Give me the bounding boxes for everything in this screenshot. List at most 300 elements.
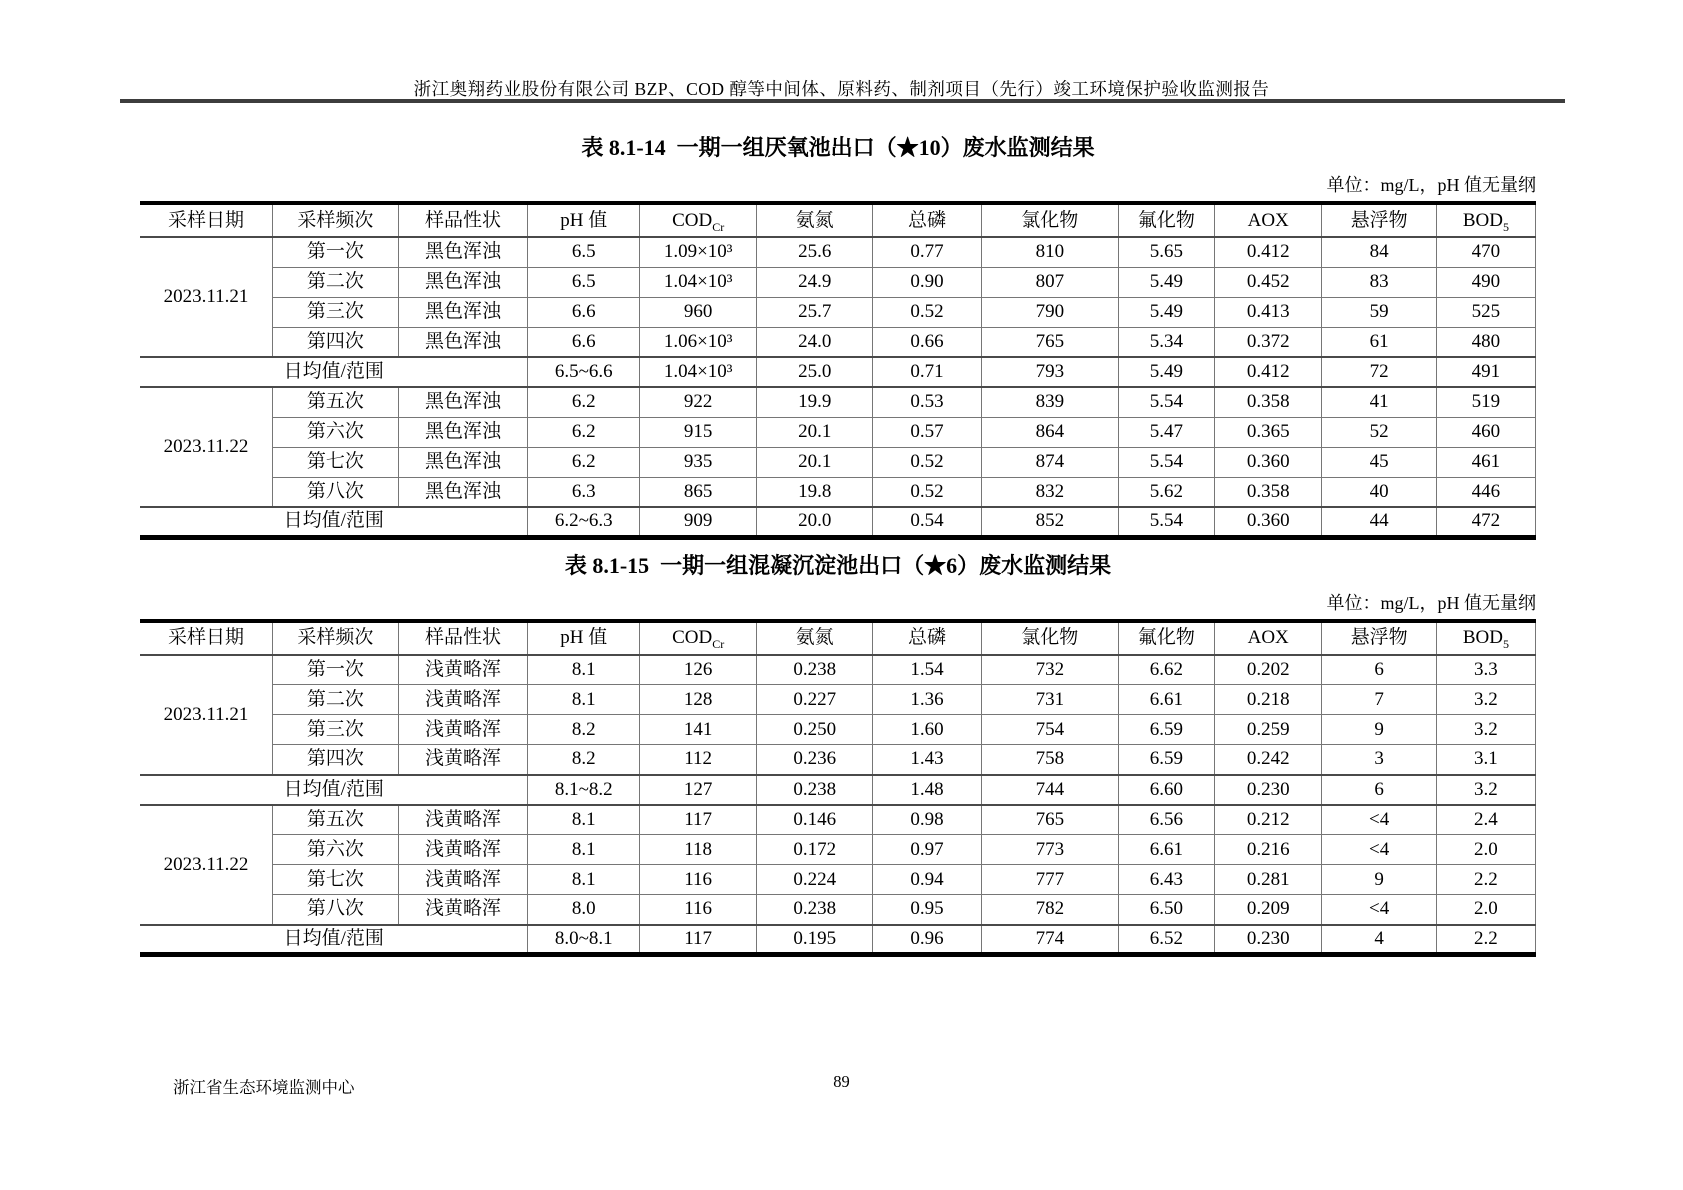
sample-appearance-cell: 浅黄略浑 bbox=[398, 865, 528, 895]
column-header bbox=[398, 203, 528, 237]
value-cell: 9 bbox=[1322, 865, 1436, 895]
daily-average-value-cell: 0.71 bbox=[873, 357, 982, 387]
value-cell: 490 bbox=[1436, 267, 1535, 297]
value-cell: 915 bbox=[640, 417, 757, 447]
daily-average-value-cell: 6.52 bbox=[1118, 925, 1214, 955]
value-cell: 6.56 bbox=[1118, 805, 1214, 835]
value-cell: 6.61 bbox=[1118, 835, 1214, 865]
value-cell: 0.95 bbox=[873, 895, 982, 925]
sample-date-cell: 2023.11.21 bbox=[140, 237, 273, 357]
column-header-label: pH 值 bbox=[560, 209, 608, 231]
column-header bbox=[273, 621, 399, 655]
monitoring-table bbox=[140, 201, 1536, 540]
value-cell: 0.146 bbox=[757, 805, 873, 835]
value-cell: 0.209 bbox=[1214, 895, 1321, 925]
value-cell: 0.90 bbox=[873, 267, 982, 297]
column-header-label: 总磷 bbox=[908, 627, 947, 649]
value-cell: 0.66 bbox=[873, 327, 982, 357]
daily-average-value-cell: 72 bbox=[1322, 357, 1436, 387]
daily-average-value-cell: 0.412 bbox=[1214, 357, 1321, 387]
daily-average-value-cell: 4 bbox=[1322, 925, 1436, 955]
value-cell: <4 bbox=[1322, 835, 1436, 865]
value-cell: 20.1 bbox=[757, 417, 873, 447]
value-cell: 922 bbox=[640, 387, 757, 417]
sample-row bbox=[140, 715, 1536, 745]
daily-average-value-cell: 8.0~8.1 bbox=[528, 925, 640, 955]
sample-frequency-cell: 第一次 bbox=[273, 655, 399, 685]
daily-average-label-cell: 日均值/范围 bbox=[140, 775, 528, 805]
value-cell: 59 bbox=[1322, 297, 1436, 327]
value-cell: 0.281 bbox=[1214, 865, 1321, 895]
monitoring-table-section bbox=[140, 549, 1536, 958]
daily-average-value-cell: 44 bbox=[1322, 507, 1436, 537]
unit-note: 单位：mg/L，pH 值无量纲 bbox=[1326, 592, 1536, 613]
daily-average-label-cell: 日均值/范围 bbox=[140, 925, 528, 955]
column-header bbox=[981, 621, 1118, 655]
column-header-subscript: Cr bbox=[712, 636, 725, 651]
value-cell: 0.238 bbox=[757, 655, 873, 685]
sample-row bbox=[140, 327, 1536, 357]
value-cell: 0.216 bbox=[1214, 835, 1321, 865]
value-cell: 0.97 bbox=[873, 835, 982, 865]
value-cell: <4 bbox=[1322, 805, 1436, 835]
daily-average-value-cell: 491 bbox=[1436, 357, 1535, 387]
sample-appearance-cell: 浅黄略浑 bbox=[398, 745, 528, 775]
column-header-label: 采样频次 bbox=[297, 209, 374, 231]
daily-average-value-cell: 5.49 bbox=[1118, 357, 1214, 387]
value-cell: 6.62 bbox=[1118, 655, 1214, 685]
value-cell: 8.0 bbox=[528, 895, 640, 925]
sample-frequency-cell: 第三次 bbox=[273, 715, 399, 745]
sample-date-cell: 2023.11.22 bbox=[140, 387, 273, 507]
value-cell: 765 bbox=[981, 327, 1118, 357]
column-header bbox=[273, 203, 399, 237]
column-header bbox=[528, 621, 640, 655]
column-header bbox=[140, 203, 273, 237]
sample-frequency-cell: 第七次 bbox=[273, 447, 399, 477]
value-cell: 960 bbox=[640, 297, 757, 327]
column-header-label: COD bbox=[672, 209, 713, 231]
value-cell: 0.227 bbox=[757, 685, 873, 715]
value-cell: 3.3 bbox=[1436, 655, 1535, 685]
sample-frequency-cell: 第五次 bbox=[273, 387, 399, 417]
value-cell: 519 bbox=[1436, 387, 1535, 417]
value-cell: 6.2 bbox=[528, 447, 640, 477]
value-cell: 20.1 bbox=[757, 447, 873, 477]
daily-average-value-cell: 744 bbox=[981, 775, 1118, 805]
sample-appearance-cell: 黑色浑浊 bbox=[398, 387, 528, 417]
sample-frequency-cell: 第八次 bbox=[273, 477, 399, 507]
column-header-label: BOD bbox=[1462, 627, 1503, 649]
table-head bbox=[140, 203, 1536, 237]
value-cell: 6.59 bbox=[1118, 745, 1214, 775]
value-cell: 0.372 bbox=[1214, 327, 1321, 357]
sample-date-cell: 2023.11.21 bbox=[140, 655, 273, 775]
value-cell: 6.43 bbox=[1118, 865, 1214, 895]
column-header bbox=[1214, 621, 1321, 655]
column-header-label: 样品性状 bbox=[425, 627, 502, 649]
column-header bbox=[981, 203, 1118, 237]
value-cell: 5.54 bbox=[1118, 447, 1214, 477]
daily-average-value-cell: 117 bbox=[640, 925, 757, 955]
value-cell: 773 bbox=[981, 835, 1118, 865]
daily-average-value-cell: 0.238 bbox=[757, 775, 873, 805]
value-cell: 754 bbox=[981, 715, 1118, 745]
column-header-label: 氟化物 bbox=[1137, 209, 1195, 231]
column-header-label: 氯化物 bbox=[1021, 209, 1079, 231]
sample-appearance-cell: 黑色浑浊 bbox=[398, 267, 528, 297]
value-cell: 118 bbox=[640, 835, 757, 865]
column-header-label: 采样日期 bbox=[168, 209, 245, 231]
column-header bbox=[757, 203, 873, 237]
value-cell: 8.1 bbox=[528, 835, 640, 865]
value-cell: 25.7 bbox=[757, 297, 873, 327]
value-cell: 1.04×10³ bbox=[640, 267, 757, 297]
daily-average-value-cell: 852 bbox=[981, 507, 1118, 537]
tables-container bbox=[140, 131, 1536, 957]
value-cell: 6.5 bbox=[528, 237, 640, 267]
sample-appearance-cell: 黑色浑浊 bbox=[398, 477, 528, 507]
sample-row bbox=[140, 237, 1536, 267]
value-cell: 0.236 bbox=[757, 745, 873, 775]
page-number: 89 bbox=[833, 1072, 850, 1091]
sample-appearance-cell: 黑色浑浊 bbox=[398, 327, 528, 357]
column-header bbox=[398, 621, 528, 655]
column-header bbox=[1214, 203, 1321, 237]
sample-row bbox=[140, 865, 1536, 895]
value-cell: 480 bbox=[1436, 327, 1535, 357]
sample-appearance-cell: 黑色浑浊 bbox=[398, 417, 528, 447]
value-cell: 8.1 bbox=[528, 805, 640, 835]
value-cell: <4 bbox=[1322, 895, 1436, 925]
daily-average-value-cell: 1.48 bbox=[873, 775, 982, 805]
sample-frequency-cell: 第四次 bbox=[273, 745, 399, 775]
daily-average-value-cell: 20.0 bbox=[757, 507, 873, 537]
value-cell: 0.53 bbox=[873, 387, 982, 417]
value-cell: 3 bbox=[1322, 745, 1436, 775]
daily-average-value-cell: 6.5~6.6 bbox=[528, 357, 640, 387]
value-cell: 1.36 bbox=[873, 685, 982, 715]
value-cell: 3.2 bbox=[1436, 685, 1535, 715]
value-cell: 0.250 bbox=[757, 715, 873, 745]
value-cell: 0.94 bbox=[873, 865, 982, 895]
column-header bbox=[1118, 203, 1214, 237]
footer-organization: 浙江省生态环境监测中心 bbox=[173, 1078, 355, 1097]
value-cell: 5.54 bbox=[1118, 387, 1214, 417]
daily-average-value-cell: 5.54 bbox=[1118, 507, 1214, 537]
value-cell: 0.224 bbox=[757, 865, 873, 895]
column-header-label: 氟化物 bbox=[1137, 627, 1195, 649]
daily-average-label-cell: 日均值/范围 bbox=[140, 507, 528, 537]
sample-appearance-cell: 浅黄略浑 bbox=[398, 655, 528, 685]
daily-average-value-cell: 0.360 bbox=[1214, 507, 1321, 537]
value-cell: 117 bbox=[640, 805, 757, 835]
value-cell: 807 bbox=[981, 267, 1118, 297]
value-cell: 116 bbox=[640, 895, 757, 925]
page-content bbox=[140, 131, 1536, 957]
column-header bbox=[640, 203, 757, 237]
value-cell: 84 bbox=[1322, 237, 1436, 267]
column-header bbox=[1118, 621, 1214, 655]
daily-average-value-cell: 793 bbox=[981, 357, 1118, 387]
value-cell: 1.09×10³ bbox=[640, 237, 757, 267]
daily-average-value-cell: 1.04×10³ bbox=[640, 357, 757, 387]
daily-average-value-cell: 909 bbox=[640, 507, 757, 537]
sample-row bbox=[140, 477, 1536, 507]
value-cell: 731 bbox=[981, 685, 1118, 715]
value-cell: 41 bbox=[1322, 387, 1436, 417]
value-cell: 765 bbox=[981, 805, 1118, 835]
value-cell: 5.65 bbox=[1118, 237, 1214, 267]
unit-note: 单位：mg/L，pH 值无量纲 bbox=[1326, 175, 1536, 195]
daily-average-row bbox=[140, 507, 1536, 537]
value-cell: 8.1 bbox=[528, 865, 640, 895]
sample-frequency-cell: 第六次 bbox=[273, 835, 399, 865]
sample-appearance-cell: 浅黄略浑 bbox=[398, 805, 528, 835]
sample-frequency-cell: 第四次 bbox=[273, 327, 399, 357]
daily-average-value-cell: 6.60 bbox=[1118, 775, 1214, 805]
sample-row bbox=[140, 267, 1536, 297]
value-cell: 8.1 bbox=[528, 655, 640, 685]
sample-appearance-cell: 浅黄略浑 bbox=[398, 715, 528, 745]
sample-appearance-cell: 浅黄略浑 bbox=[398, 895, 528, 925]
value-cell: 25.6 bbox=[757, 237, 873, 267]
column-header-label: 总磷 bbox=[908, 209, 947, 231]
column-header-label: 采样日期 bbox=[168, 627, 245, 649]
daily-average-value-cell: 0.195 bbox=[757, 925, 873, 955]
column-header bbox=[1436, 621, 1535, 655]
sample-frequency-cell: 第五次 bbox=[273, 805, 399, 835]
value-cell: 2.0 bbox=[1436, 895, 1535, 925]
value-cell: 461 bbox=[1436, 447, 1535, 477]
daily-average-value-cell: 0.230 bbox=[1214, 775, 1321, 805]
value-cell: 525 bbox=[1436, 297, 1535, 327]
value-cell: 2.0 bbox=[1436, 835, 1535, 865]
table-title: 表 8.1-15 一期一组混凝沉淀池出口（★6）废水监测结果 bbox=[564, 552, 1112, 578]
value-cell: 24.9 bbox=[757, 267, 873, 297]
value-cell: 24.0 bbox=[757, 327, 873, 357]
column-header-label: COD bbox=[672, 627, 713, 649]
column-header-label: pH 值 bbox=[560, 627, 608, 649]
value-cell: 83 bbox=[1322, 267, 1436, 297]
value-cell: 6.50 bbox=[1118, 895, 1214, 925]
sample-row bbox=[140, 685, 1536, 715]
value-cell: 758 bbox=[981, 745, 1118, 775]
monitoring-table bbox=[140, 619, 1536, 958]
column-header-label: AOX bbox=[1247, 209, 1289, 231]
sample-frequency-cell: 第一次 bbox=[273, 237, 399, 267]
value-cell: 128 bbox=[640, 685, 757, 715]
value-cell: 116 bbox=[640, 865, 757, 895]
value-cell: 6.3 bbox=[528, 477, 640, 507]
daily-average-value-cell: 0.96 bbox=[873, 925, 982, 955]
column-header-subscript: 5 bbox=[1502, 636, 1509, 651]
table-head bbox=[140, 621, 1536, 655]
column-header-label: 氯化物 bbox=[1021, 627, 1079, 649]
value-cell: 0.212 bbox=[1214, 805, 1321, 835]
value-cell: 0.242 bbox=[1214, 745, 1321, 775]
value-cell: 790 bbox=[981, 297, 1118, 327]
value-cell: 8.1 bbox=[528, 685, 640, 715]
value-cell: 0.52 bbox=[873, 447, 982, 477]
value-cell: 1.06×10³ bbox=[640, 327, 757, 357]
sample-frequency-cell: 第八次 bbox=[273, 895, 399, 925]
column-header-label: AOX bbox=[1247, 627, 1289, 649]
sample-appearance-cell: 浅黄略浑 bbox=[398, 835, 528, 865]
sample-frequency-cell: 第七次 bbox=[273, 865, 399, 895]
document-header-title: 浙江奥翔药业股份有限公司 BZP、COD 醇等中间体、原料药、制剂项目（先行）竣工环境保护验收监测报告 bbox=[413, 79, 1270, 99]
value-cell: 839 bbox=[981, 387, 1118, 417]
value-cell: 0.238 bbox=[757, 895, 873, 925]
value-cell: 19.9 bbox=[757, 387, 873, 417]
value-cell: 1.43 bbox=[873, 745, 982, 775]
value-cell: 460 bbox=[1436, 417, 1535, 447]
header-row bbox=[140, 203, 1536, 237]
value-cell: 865 bbox=[640, 477, 757, 507]
column-header-label: 氨氮 bbox=[795, 627, 834, 649]
value-cell: 0.202 bbox=[1214, 655, 1321, 685]
column-header-label: 悬浮物 bbox=[1350, 627, 1408, 649]
value-cell: 2.2 bbox=[1436, 865, 1535, 895]
value-cell: 832 bbox=[981, 477, 1118, 507]
sample-row bbox=[140, 297, 1536, 327]
column-header-subscript: Cr bbox=[712, 219, 725, 234]
daily-average-value-cell: 0.230 bbox=[1214, 925, 1321, 955]
value-cell: 6 bbox=[1322, 655, 1436, 685]
value-cell: 6.59 bbox=[1118, 715, 1214, 745]
value-cell: 0.52 bbox=[873, 477, 982, 507]
daily-average-value-cell: 0.54 bbox=[873, 507, 982, 537]
table-body bbox=[140, 237, 1536, 537]
value-cell: 3.2 bbox=[1436, 715, 1535, 745]
column-header bbox=[528, 203, 640, 237]
value-cell: 0.218 bbox=[1214, 685, 1321, 715]
daily-average-row bbox=[140, 357, 1536, 387]
value-cell: 45 bbox=[1322, 447, 1436, 477]
value-cell: 777 bbox=[981, 865, 1118, 895]
column-header bbox=[873, 621, 982, 655]
daily-average-value-cell: 25.0 bbox=[757, 357, 873, 387]
value-cell: 2.4 bbox=[1436, 805, 1535, 835]
value-cell: 0.77 bbox=[873, 237, 982, 267]
value-cell: 5.34 bbox=[1118, 327, 1214, 357]
value-cell: 6.5 bbox=[528, 267, 640, 297]
sample-frequency-cell: 第六次 bbox=[273, 417, 399, 447]
column-header bbox=[1322, 203, 1436, 237]
daily-average-value-cell: 8.1~8.2 bbox=[528, 775, 640, 805]
value-cell: 0.413 bbox=[1214, 297, 1321, 327]
value-cell: 61 bbox=[1322, 327, 1436, 357]
value-cell: 470 bbox=[1436, 237, 1535, 267]
daily-average-row bbox=[140, 925, 1536, 955]
daily-average-value-cell: 3.2 bbox=[1436, 775, 1535, 805]
value-cell: 19.8 bbox=[757, 477, 873, 507]
column-header bbox=[640, 621, 757, 655]
value-cell: 732 bbox=[981, 655, 1118, 685]
value-cell: 6.2 bbox=[528, 387, 640, 417]
value-cell: 0.259 bbox=[1214, 715, 1321, 745]
column-header bbox=[1436, 203, 1535, 237]
value-cell: 874 bbox=[981, 447, 1118, 477]
daily-average-value-cell: 6.2~6.3 bbox=[528, 507, 640, 537]
value-cell: 9 bbox=[1322, 715, 1436, 745]
sample-appearance-cell: 黑色浑浊 bbox=[398, 237, 528, 267]
daily-average-value-cell: 774 bbox=[981, 925, 1118, 955]
sample-frequency-cell: 第二次 bbox=[273, 685, 399, 715]
value-cell: 864 bbox=[981, 417, 1118, 447]
value-cell: 5.47 bbox=[1118, 417, 1214, 447]
column-header-subscript: 5 bbox=[1502, 219, 1509, 234]
column-header bbox=[140, 621, 273, 655]
sample-frequency-cell: 第二次 bbox=[273, 267, 399, 297]
value-cell: 6.6 bbox=[528, 297, 640, 327]
sample-row bbox=[140, 805, 1536, 835]
value-cell: 5.49 bbox=[1118, 297, 1214, 327]
value-cell: 0.412 bbox=[1214, 237, 1321, 267]
table-body bbox=[140, 655, 1536, 955]
sample-frequency-cell: 第三次 bbox=[273, 297, 399, 327]
value-cell: 5.49 bbox=[1118, 267, 1214, 297]
sample-appearance-cell: 黑色浑浊 bbox=[398, 297, 528, 327]
value-cell: 52 bbox=[1322, 417, 1436, 447]
value-cell: 0.360 bbox=[1214, 447, 1321, 477]
daily-average-value-cell: 472 bbox=[1436, 507, 1535, 537]
value-cell: 0.358 bbox=[1214, 477, 1321, 507]
header-divider bbox=[120, 99, 1565, 103]
daily-average-row bbox=[140, 775, 1536, 805]
value-cell: 141 bbox=[640, 715, 757, 745]
sample-date-cell: 2023.11.22 bbox=[140, 805, 273, 925]
value-cell: 112 bbox=[640, 745, 757, 775]
value-cell: 6.61 bbox=[1118, 685, 1214, 715]
value-cell: 6.6 bbox=[528, 327, 640, 357]
column-header-label: 采样频次 bbox=[297, 627, 374, 649]
sample-row bbox=[140, 895, 1536, 925]
table-title: 表 8.1-14 一期一组厌氧池出口（★10）废水监测结果 bbox=[581, 135, 1095, 160]
value-cell: 5.62 bbox=[1118, 477, 1214, 507]
value-cell: 810 bbox=[981, 237, 1118, 267]
value-cell: 0.98 bbox=[873, 805, 982, 835]
value-cell: 8.2 bbox=[528, 745, 640, 775]
column-header bbox=[873, 203, 982, 237]
daily-average-label-cell: 日均值/范围 bbox=[140, 357, 528, 387]
value-cell: 1.54 bbox=[873, 655, 982, 685]
column-header bbox=[1322, 621, 1436, 655]
value-cell: 40 bbox=[1322, 477, 1436, 507]
value-cell: 126 bbox=[640, 655, 757, 685]
sample-appearance-cell: 黑色浑浊 bbox=[398, 447, 528, 477]
header-row bbox=[140, 621, 1536, 655]
sample-row bbox=[140, 417, 1536, 447]
value-cell: 0.452 bbox=[1214, 267, 1321, 297]
value-cell: 8.2 bbox=[528, 715, 640, 745]
column-header-label: BOD bbox=[1462, 209, 1503, 231]
value-cell: 0.52 bbox=[873, 297, 982, 327]
value-cell: 0.358 bbox=[1214, 387, 1321, 417]
daily-average-value-cell: 6 bbox=[1322, 775, 1436, 805]
value-cell: 0.365 bbox=[1214, 417, 1321, 447]
value-cell: 6.2 bbox=[528, 417, 640, 447]
column-header-label: 悬浮物 bbox=[1350, 209, 1408, 231]
value-cell: 0.172 bbox=[757, 835, 873, 865]
sample-row bbox=[140, 835, 1536, 865]
monitoring-table-section bbox=[140, 131, 1536, 540]
sample-appearance-cell: 浅黄略浑 bbox=[398, 685, 528, 715]
sample-row bbox=[140, 447, 1536, 477]
column-header-label: 样品性状 bbox=[425, 209, 502, 231]
value-cell: 935 bbox=[640, 447, 757, 477]
column-header-label: 氨氮 bbox=[795, 209, 834, 231]
